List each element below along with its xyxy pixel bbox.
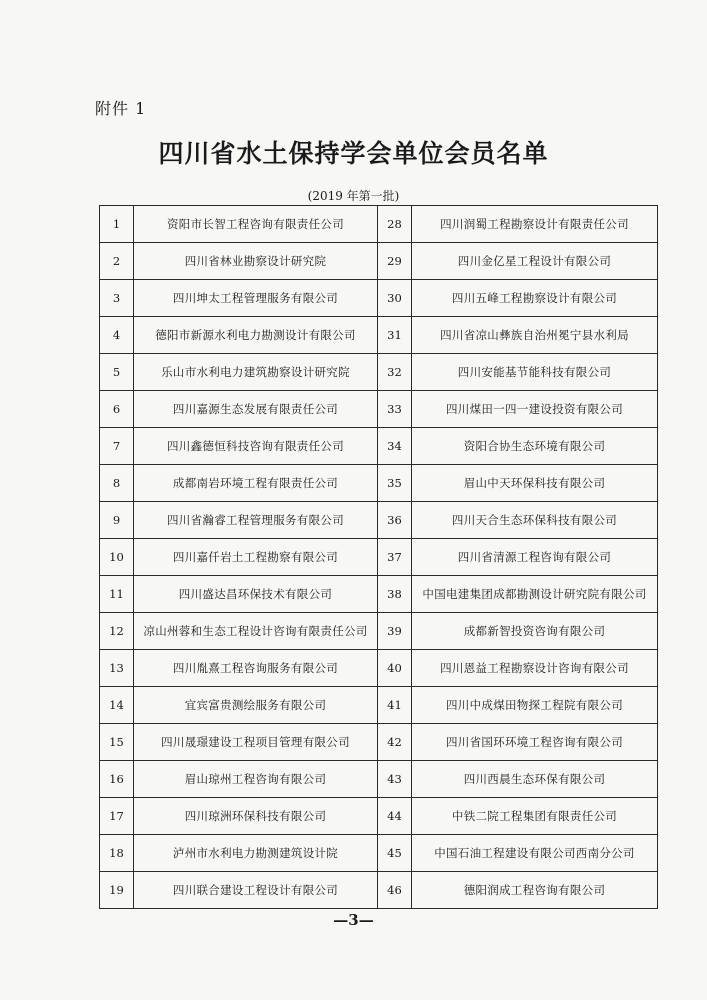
member-name-left: 四川胤熹工程咨询服务有限公司 bbox=[134, 650, 378, 687]
member-number-left: 15 bbox=[100, 724, 134, 761]
member-name-left: 四川晟璟建设工程项目管理有限公司 bbox=[134, 724, 378, 761]
member-name-left: 乐山市水利电力建筑勘察设计研究院 bbox=[134, 354, 378, 391]
member-table-body bbox=[100, 206, 658, 909]
member-name-left: 眉山琼州工程咨询有限公司 bbox=[134, 761, 378, 798]
member-number-right: 30 bbox=[378, 280, 412, 317]
table-row bbox=[100, 798, 658, 835]
member-number-left: 11 bbox=[100, 576, 134, 613]
member-number-left: 4 bbox=[100, 317, 134, 354]
member-number-right: 41 bbox=[378, 687, 412, 724]
member-number-left: 6 bbox=[100, 391, 134, 428]
member-name-left: 四川琼洲环保科技有限公司 bbox=[134, 798, 378, 835]
member-number-left: 8 bbox=[100, 465, 134, 502]
member-name-right: 中铁二院工程集团有限责任公司 bbox=[412, 798, 658, 835]
member-name-left: 四川坤太工程管理服务有限公司 bbox=[134, 280, 378, 317]
member-name-right: 成都新智投资咨询有限公司 bbox=[412, 613, 658, 650]
member-number-right: 44 bbox=[378, 798, 412, 835]
member-name-left: 四川联合建设工程设计有限公司 bbox=[134, 872, 378, 909]
member-name-left: 德阳市新源水利电力勘测设计有限公司 bbox=[134, 317, 378, 354]
member-name-right: 四川金亿星工程设计有限公司 bbox=[412, 243, 658, 280]
member-name-left: 泸州市水利电力勘测建筑设计院 bbox=[134, 835, 378, 872]
member-number-left: 12 bbox=[100, 613, 134, 650]
table-row bbox=[100, 872, 658, 909]
member-name-right: 四川省清源工程咨询有限公司 bbox=[412, 539, 658, 576]
member-name-right: 四川省国环环境工程咨询有限公司 bbox=[412, 724, 658, 761]
member-name-left: 资阳市长智工程咨询有限责任公司 bbox=[134, 206, 378, 243]
member-number-right: 39 bbox=[378, 613, 412, 650]
member-number-left: 16 bbox=[100, 761, 134, 798]
member-number-right: 34 bbox=[378, 428, 412, 465]
member-name-right: 四川省凉山彝族自治州冕宁县水利局 bbox=[412, 317, 658, 354]
table-row bbox=[100, 761, 658, 798]
member-number-left: 1 bbox=[100, 206, 134, 243]
member-number-right: 36 bbox=[378, 502, 412, 539]
table-row bbox=[100, 354, 658, 391]
attachment-label: 附件 1 bbox=[95, 99, 147, 118]
member-number-right: 32 bbox=[378, 354, 412, 391]
table-row bbox=[100, 613, 658, 650]
table-row bbox=[100, 206, 658, 243]
member-name-right: 中国石油工程建设有限公司西南分公司 bbox=[412, 835, 658, 872]
member-number-right: 40 bbox=[378, 650, 412, 687]
member-number-left: 2 bbox=[100, 243, 134, 280]
member-name-right: 四川煤田一四一建设投资有限公司 bbox=[412, 391, 658, 428]
member-number-left: 5 bbox=[100, 354, 134, 391]
member-name-right: 四川中成煤田物探工程院有限公司 bbox=[412, 687, 658, 724]
member-number-right: 33 bbox=[378, 391, 412, 428]
member-number-right: 38 bbox=[378, 576, 412, 613]
member-number-right: 46 bbox=[378, 872, 412, 909]
member-number-left: 19 bbox=[100, 872, 134, 909]
member-number-left: 9 bbox=[100, 502, 134, 539]
member-name-left: 凉山州蓉和生态工程设计咨询有限责任公司 bbox=[134, 613, 378, 650]
page-subtitle: (2019 年第一批) bbox=[307, 189, 400, 203]
table-row bbox=[100, 465, 658, 502]
member-number-right: 29 bbox=[378, 243, 412, 280]
table-row bbox=[100, 650, 658, 687]
member-number-left: 14 bbox=[100, 687, 134, 724]
table-row bbox=[100, 317, 658, 354]
member-name-right: 四川天合生态环保科技有限公司 bbox=[412, 502, 658, 539]
member-number-left: 17 bbox=[100, 798, 134, 835]
member-number-right: 28 bbox=[378, 206, 412, 243]
member-name-left: 四川盛达昌环保技术有限公司 bbox=[134, 576, 378, 613]
member-number-left: 3 bbox=[100, 280, 134, 317]
member-number-left: 10 bbox=[100, 539, 134, 576]
member-number-left: 18 bbox=[100, 835, 134, 872]
table-row bbox=[100, 835, 658, 872]
member-name-right: 四川五峰工程勘察设计有限公司 bbox=[412, 280, 658, 317]
page-title: 四川省水土保持学会单位会员名单 bbox=[158, 139, 549, 168]
table-row bbox=[100, 539, 658, 576]
member-name-left: 四川省林业勘察设计研究院 bbox=[134, 243, 378, 280]
member-number-left: 7 bbox=[100, 428, 134, 465]
member-name-right: 四川恩益工程勘察设计咨询有限公司 bbox=[412, 650, 658, 687]
table-row bbox=[100, 243, 658, 280]
member-name-left: 四川省瀚睿工程管理服务有限公司 bbox=[134, 502, 378, 539]
member-name-left: 成都南岩环境工程有限责任公司 bbox=[134, 465, 378, 502]
member-number-right: 43 bbox=[378, 761, 412, 798]
table-row bbox=[100, 502, 658, 539]
member-number-right: 37 bbox=[378, 539, 412, 576]
table-row bbox=[100, 687, 658, 724]
member-number-right: 45 bbox=[378, 835, 412, 872]
member-name-right: 德阳润成工程咨询有限公司 bbox=[412, 872, 658, 909]
member-name-left: 四川嘉仟岩土工程勘察有限公司 bbox=[134, 539, 378, 576]
member-name-right: 四川安能基节能科技有限公司 bbox=[412, 354, 658, 391]
member-name-left: 四川嘉源生态发展有限责任公司 bbox=[134, 391, 378, 428]
member-name-right: 四川西晨生态环保有限公司 bbox=[412, 761, 658, 798]
table-row bbox=[100, 280, 658, 317]
table-row bbox=[100, 724, 658, 761]
member-name-right: 中国电建集团成都勘测设计研究院有限公司 bbox=[412, 576, 658, 613]
table-row bbox=[100, 428, 658, 465]
member-number-left: 13 bbox=[100, 650, 134, 687]
member-number-right: 31 bbox=[378, 317, 412, 354]
member-number-right: 42 bbox=[378, 724, 412, 761]
member-name-right: 眉山中天环保科技有限公司 bbox=[412, 465, 658, 502]
table-row bbox=[100, 576, 658, 613]
member-name-right: 四川润蜀工程勘察设计有限责任公司 bbox=[412, 206, 658, 243]
table-row bbox=[100, 391, 658, 428]
page-number: —3— bbox=[333, 911, 374, 929]
member-name-right: 资阳合协生态环境有限公司 bbox=[412, 428, 658, 465]
member-table bbox=[99, 205, 658, 909]
member-name-left: 宜宾富贵测绘服务有限公司 bbox=[134, 687, 378, 724]
member-name-left: 四川鑫德恒科技咨询有限责任公司 bbox=[134, 428, 378, 465]
member-number-right: 35 bbox=[378, 465, 412, 502]
